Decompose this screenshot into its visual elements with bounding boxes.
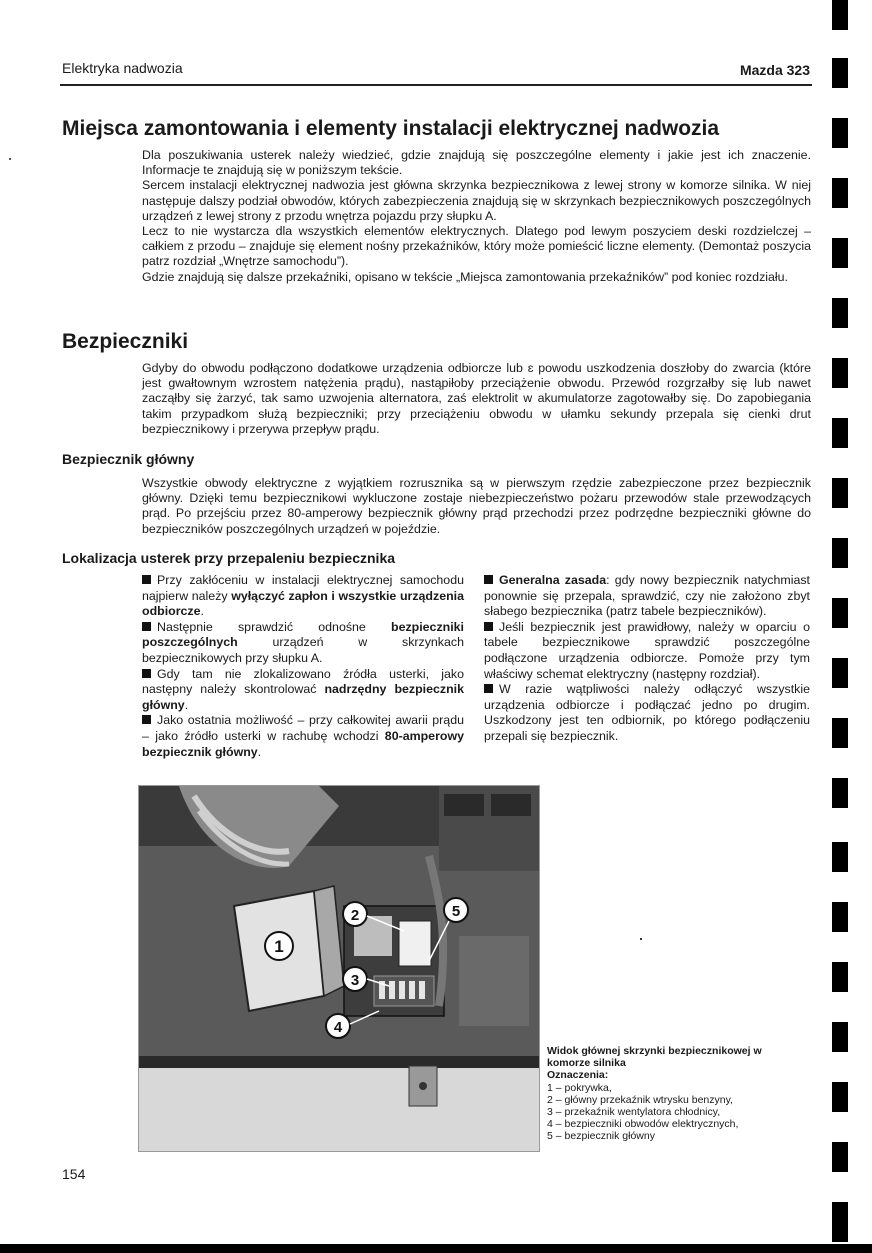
caption-legend-title: Oznaczenia: [547, 1069, 609, 1082]
bullet-square-icon [142, 575, 151, 584]
photo-marker: 4 [333, 1019, 343, 1036]
thumb-index-bar [832, 1082, 848, 1112]
bullet-square-icon [142, 622, 151, 631]
scan-speck [9, 158, 11, 160]
photo-marker: 3 [350, 972, 360, 989]
thumb-index-bar [832, 0, 848, 30]
thumb-index-bar [832, 598, 848, 628]
thumb-index-bar [832, 718, 848, 748]
thumb-index-bar [832, 902, 848, 932]
paragraph: Lecz to nie wystarcza dla wszystkich elementów elektrycznych. Dlatego pod lewym poszyciem deski rozdzielczej – całkiem z przodu – znajduje się element nośny przekaźników, który może pomieścić liczne elementy. (Demontaż poszycia patrz rozdział „Wnętrze samochodu”). [142, 224, 811, 269]
thumb-index-bar [832, 58, 848, 88]
running-header-section: Elektryka nadwozia [62, 60, 183, 76]
thumb-index-bar [832, 1022, 848, 1052]
thumb-index-bar [832, 842, 848, 872]
page-number: 154 [62, 1166, 86, 1182]
bullet-square-icon [142, 715, 151, 724]
bullet-item: Gdy tam nie zlokalizowano źródła usterki, jako następny należy skontrolować nadrzędny bezpiecznik główny. [142, 666, 464, 712]
bullet-item: W razie wątpliwości należy odłączyć wszystkie urządzenia odbiorcze i podłączać jedno po drugim. Uszkodzony jest ten odbiornik, po którego podłączeniu przepali się bezpiecznik. [484, 682, 810, 743]
paragraph: Dla poszukiwania usterek należy wiedzieć, gdzie znajdują się poszczególne elementy i jakie jest ich znaczenie. Informacje te znajdują się w poniższym tekście. [142, 148, 811, 178]
thumb-index-bar [832, 238, 848, 268]
caption-title: Widok głównej skrzynki bezpiecznikowej w komorze silnika [547, 1045, 762, 1070]
thumb-index-bar [832, 1142, 848, 1172]
bullet-square-icon [484, 684, 493, 693]
caption-legend-item: 5 – bezpiecznik główny [547, 1130, 655, 1143]
photo-marker: 5 [451, 903, 461, 920]
thumb-index-bar [832, 418, 848, 448]
photo-marker: 2 [350, 907, 360, 924]
scan-bottom-edge [0, 1244, 872, 1253]
bullet-item: Przy zakłóceniu w instalacji elektrycznej samochodu najpierw należy wyłączyć zapłon i wszystkie urządzenia odbiorcze. [142, 573, 464, 619]
subsection-title-main-fuse: Bezpiecznik główny [62, 451, 195, 467]
bullet-square-icon [484, 575, 493, 584]
section-title-elements: Miejsca zamontowania i elementy instalacji elektrycznej nadwozia [62, 117, 720, 140]
photo-marker: 1 [274, 937, 284, 956]
bullet-square-icon [484, 622, 493, 631]
paragraph: Gdzie znajdują się dalsze przekaźniki, opisano w tekście „Miejsca zamontowania przekaźników” pod koniec rozdziału. [142, 269, 789, 284]
main-fuse-paragraph: Wszystkie obwody elektryczne z wyjątkiem rozrusznika są w pierwszym rzędzie zabezpieczone przez bezpiecznik główny. Dzięki temu bezpiecznikowi wykluczone zostaje niebezpieczeństwo pożaru przewodów stale przewodzących prąd. Po przejściu przez 80-amperowy bezpiecznik główny prąd przechodzi przez podrzędne bezpieczniki główne do bezpieczników poszczególnych urządzeń w pojeździe. [142, 476, 811, 536]
thumb-index-bar [832, 538, 848, 568]
troubleshooting-right-column [484, 573, 810, 745]
section-intro-text [142, 148, 811, 285]
bullet-item: Jeśli bezpiecznik jest prawidłowy, należy w oparciu o tabele bezpiecznikowe sprawdzić poszczególne podłączone urządzenia odbiorcze. Pomoże przy tym właściwy schemat elektryczny (następny rozdział). [484, 619, 810, 681]
bullet-item: Jako ostatnia możliwość – przy całkowitej awarii prądu – jako źródło usterki w rachubę wchodzi 80-amperowy bezpiecznik główny. [142, 713, 464, 759]
thumb-index-bar [832, 1202, 848, 1242]
troubleshooting-left-column [142, 573, 464, 760]
thumb-index-bar [832, 962, 848, 992]
thumb-index-bar [832, 178, 848, 208]
header-rule [60, 84, 812, 86]
engine-bay-fuse-box-photo [138, 785, 540, 1152]
scan-speck [640, 938, 642, 940]
caption-legend-item: 4 – bezpieczniki obwodów elektrycznych, [547, 1118, 739, 1131]
caption-legend-item: 2 – główny przekaźnik wtrysku benzyny, [547, 1093, 733, 1106]
bullet-item: Generalna zasada: gdy nowy bezpiecznik natychmiast ponownie się przepala, sprawdzić, czy nie założono zbyt słabego bezpiecznika (patrz tabele bezpieczników). [484, 573, 811, 619]
section-title-fuses: Bezpieczniki [62, 330, 189, 353]
photo-illustration [139, 786, 539, 1151]
photo-caption [547, 1045, 807, 1143]
thumb-index-bar [832, 478, 848, 508]
bullet-item: Następnie sprawdzić odnośne bezpieczniki poszczególnych urządzeń w skrzynkach bezpiecznikowych przy słupku A. [142, 619, 464, 665]
caption-legend-item: 1 – pokrywka, [547, 1081, 612, 1094]
thumb-index-bar [832, 778, 848, 808]
running-header-model: Mazda 323 [739, 62, 810, 78]
thumb-index-bar [832, 658, 848, 688]
thumb-index-bar [832, 298, 848, 328]
bullet-square-icon [142, 669, 151, 678]
thumb-index-bar [832, 118, 848, 148]
subsection-title-troubleshooting: Lokalizacja usterek przy przepaleniu bezpiecznika [62, 550, 396, 566]
paragraph: Sercem instalacji elektrycznej nadwozia jest główna skrzynka bezpiecznikowa z lewej strony w komorze silnika. W niej następuje dalszy podział obwodów, których zabezpieczenia znajdują się w skrzynkach bezpiecznikowych poszczególnych urządzeń z lewej strony z przodu wnętrza pojazdu przy słupku A. [142, 178, 811, 223]
fuses-paragraph: Gdyby do obwodu podłączono dodatkowe urządzenia odbiorcze lub ɛ powodu uszkodzenia doszłoby do zwarcia (które jest gwałtownym wzrostem natężenia prądu), nastąpiłoby przeciążenie obwodu. Przewód rozgrzałby się lub nawet zacząłby się żarzyć, tak samo uzwojenia alternatora, zaś elektrolit w akumulatorze zagotowałby się. Do zapobiegania takim przypadkom służą bezpieczniki; przy przeciążeniu obwodu w ułamku sekundy przepala się cienki drut bezpiecznikowy i przerywa przepływ prądu. [142, 361, 811, 436]
caption-legend-item: 3 – przekaźnik wentylatora chłodnicy, [547, 1106, 721, 1119]
thumb-index-bar [832, 358, 848, 388]
